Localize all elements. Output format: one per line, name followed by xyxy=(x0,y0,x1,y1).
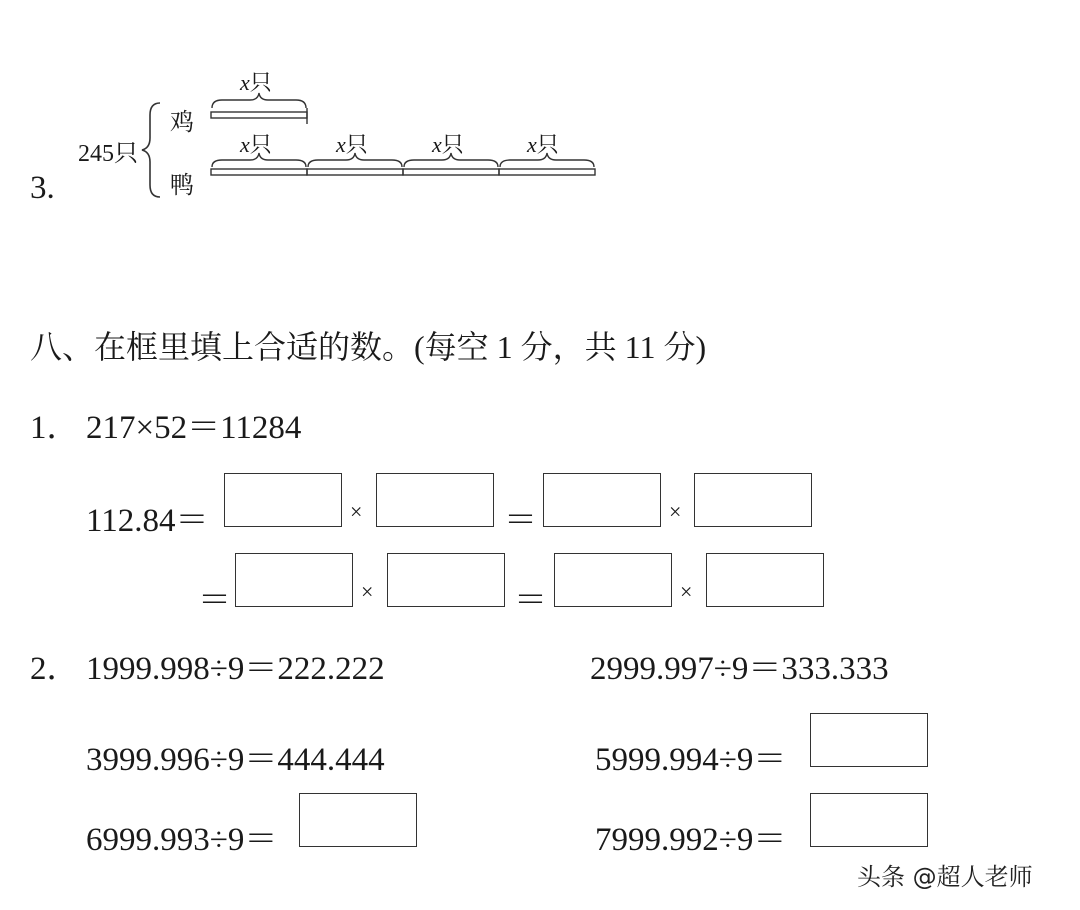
watermark: 头条 @超人老师 xyxy=(857,863,1033,891)
answer-box[interactable] xyxy=(706,553,824,607)
answer-box[interactable] xyxy=(543,473,661,527)
problem-1-given: 217×52＝11284 xyxy=(86,410,302,446)
problem-2-number: 2． xyxy=(30,651,80,687)
duck-segment-3 xyxy=(403,169,499,175)
answer-box[interactable] xyxy=(299,793,417,847)
answer-box[interactable] xyxy=(554,553,672,607)
duck-label: 鸭 xyxy=(170,173,194,199)
total-label: 245只 xyxy=(78,141,138,167)
question-3-number: 3. xyxy=(30,170,55,206)
duck-segment-4 xyxy=(499,169,595,175)
x-label-duck-2: x只 xyxy=(336,132,368,157)
answer-box[interactable] xyxy=(810,793,928,847)
duck-segment-1 xyxy=(211,169,307,175)
answer-box[interactable] xyxy=(235,553,353,607)
equals-sign: ＝ xyxy=(514,583,547,619)
chicken-label: 鸡 xyxy=(170,110,194,136)
answer-box[interactable] xyxy=(224,473,342,527)
x-label-duck-3: x只 xyxy=(432,132,464,157)
equation-3: 3999.996÷9＝444.444 xyxy=(86,742,385,778)
times-sign: × xyxy=(669,499,682,524)
x-label-duck-4: x只 xyxy=(527,132,559,157)
x-label-chicken: x只 xyxy=(240,70,272,95)
answer-box[interactable] xyxy=(387,553,505,607)
row1-lhs: 112.84＝ xyxy=(86,503,209,539)
times-sign: × xyxy=(350,499,363,524)
answer-box[interactable] xyxy=(694,473,812,527)
section-heading: 八、在框里填上合适的数。(每空 1 分，共 11 分) xyxy=(30,329,707,365)
equation-2: 2999.997÷9＝333.333 xyxy=(590,651,889,687)
times-sign: × xyxy=(680,579,693,604)
equation-1: 1999.998÷9＝222.222 xyxy=(86,651,385,687)
equation-5: 6999.993÷9＝ xyxy=(86,822,278,858)
line-segment-diagram xyxy=(0,0,620,210)
left-curly-brace xyxy=(142,103,160,197)
equation-4: 5999.994÷9＝ xyxy=(595,742,787,778)
answer-box[interactable] xyxy=(376,473,494,527)
x-label-duck-1: x只 xyxy=(240,132,272,157)
chicken-segment xyxy=(211,112,307,118)
duck-segment-2 xyxy=(307,169,403,175)
problem-1-number: 1． xyxy=(30,410,80,446)
times-sign: × xyxy=(361,579,374,604)
equals-sign: ＝ xyxy=(198,583,231,619)
equals-sign: ＝ xyxy=(504,503,537,539)
answer-box[interactable] xyxy=(810,713,928,767)
equation-6: 7999.992÷9＝ xyxy=(595,822,787,858)
